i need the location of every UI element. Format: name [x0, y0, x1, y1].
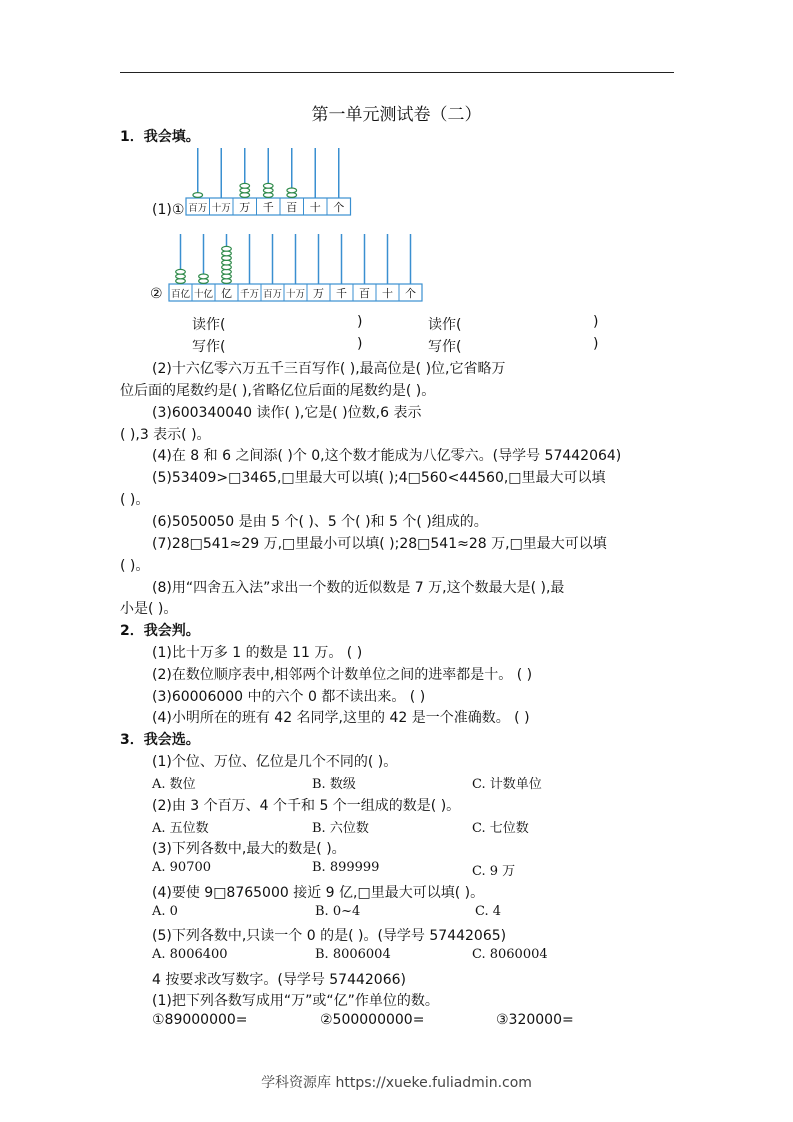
q3-3-option-c: C. 9 万: [472, 864, 516, 879]
q1-4-line: (4)在 8 和 6 之间添( )个 0,这个数才能成为八亿零六。(导学号 57442064): [152, 448, 622, 464]
read-open-1: 读作(: [192, 317, 226, 333]
q3-1-option-b: B. 数级: [312, 777, 356, 792]
q2-item-1: (1)比十万多 1 的数是 11 万。 ( ): [152, 645, 363, 661]
write-open-1: 写作(: [192, 339, 226, 355]
q2-item-4: (4)小明所在的班有 42 名同学,这里的 42 是一个准确数。 ( ): [152, 710, 530, 726]
q3-5-option-c: C. 8060004: [472, 947, 548, 962]
abacus-place-label: 千: [262, 201, 274, 214]
abacus-bead: [263, 183, 273, 188]
q3-2-question: (2)由 3 个百万、4 个千和 5 个一组成的数是( )。: [152, 798, 461, 814]
read-open-2: 读作(: [428, 317, 462, 333]
write-close-1: ): [357, 336, 363, 352]
abacus-place-label: 十万: [285, 289, 306, 300]
q3-4-option-a: A. 0: [152, 904, 178, 919]
q1-2-line-b: 位后面的尾数约是( ),省略亿位后面的尾数约是( )。: [120, 383, 436, 399]
abacus-place-label: 百万: [262, 289, 283, 300]
write-open-2: 写作(: [428, 339, 462, 355]
q4-1-question: (1)把下列各数写成用“万”或“亿”作单位的数。: [152, 993, 439, 1009]
abacus-place-label: 千万: [239, 289, 260, 300]
q1-3-line-a: (3)600340040 读作( ),它是( )位数,6 表示: [152, 405, 422, 421]
q3-2-option-b: B. 六位数: [312, 821, 369, 836]
q3-4-option-b: B. 0~4: [315, 904, 361, 919]
q1-5-line-b: ( )。: [120, 492, 150, 508]
abacus-bead: [199, 274, 209, 279]
abacus-2: [168, 232, 424, 304]
q3-2-option-a: A. 五位数: [152, 821, 209, 836]
abacus-place-label: 万: [313, 287, 324, 300]
q4-item-3: ③320000=: [496, 1012, 574, 1028]
abacus-place-label: 百: [359, 287, 370, 300]
q3-4-question: (4)要使 9□8765000 接近 9 亿,□里最大可以填( )。: [152, 885, 485, 901]
abacus-2-prefix: ②: [150, 286, 163, 302]
q1-5-line-a: (5)53409>□3465,□里最大可以填( );4□560<44560,□里最大可以填: [152, 470, 606, 486]
abacus-place-label: 十亿: [193, 289, 214, 300]
read-close-1: ): [357, 314, 363, 330]
abacus-place-label: 千: [336, 287, 347, 300]
section-1-heading: 1．我会填。: [120, 129, 200, 145]
q3-2-option-c: C. 七位数: [472, 821, 529, 836]
footer-watermark: 学科资源库 https://xueke.fuliadmin.com: [261, 1075, 532, 1091]
abacus-place-label: 百: [286, 201, 298, 214]
q1-8-line-b: 小是( )。: [120, 601, 178, 617]
q4-item-1: ①89000000=: [152, 1012, 248, 1028]
q1-7-line-b: ( )。: [120, 558, 150, 574]
read-close-2: ): [593, 314, 599, 330]
abacus-place-label: 亿: [221, 287, 232, 300]
abacus-bead: [193, 193, 203, 198]
q2-item-3: (3)60006000 中的六个 0 都不读出来。 ( ): [152, 689, 426, 705]
q3-3-question: (3)下列各数中,最大的数是( )。: [152, 841, 346, 857]
q3-1-option-c: C. 计数单位: [472, 777, 542, 792]
q1-8-line-a: (8)用“四舍五入法”求出一个数的近似数是 7 万,这个数最大是( ),最: [152, 580, 565, 596]
q1-6-line: (6)5050050 是由 5 个( )、5 个( )和 5 个( )组成的。: [152, 514, 488, 530]
top-rule: [120, 72, 674, 73]
abacus-bead: [176, 269, 186, 274]
abacus-place-label: 十万: [211, 203, 231, 214]
q3-1-option-a: A. 数位: [152, 777, 196, 792]
section-3-heading: 3．我会选。: [120, 732, 200, 748]
q3-1-question: (1)个位、万位、亿位是几个不同的( )。: [152, 754, 398, 770]
q3-5-option-a: A. 8006400: [152, 947, 228, 962]
abacus-bead: [287, 188, 297, 193]
abacus-1-prefix: (1)①: [152, 202, 185, 218]
q3-3-option-a: A. 90700: [152, 860, 212, 875]
abacus-place-label: 个: [405, 287, 416, 300]
q4-item-2: ②500000000=: [320, 1012, 425, 1028]
q3-4-option-c: C. 4: [475, 904, 502, 919]
abacus-place-label: 十: [309, 201, 321, 214]
q3-5-option-b: B. 8006004: [315, 947, 391, 962]
abacus-place-label: 百万: [188, 203, 208, 214]
abacus-bead: [222, 246, 232, 251]
q2-item-2: (2)在数位顺序表中,相邻两个计数单位之间的进率都是十。 ( ): [152, 667, 533, 683]
page-title: 第一单元测试卷（二）: [311, 105, 482, 125]
section-2-heading: 2．我会判。: [120, 623, 200, 639]
abacus-place-label: 十: [382, 287, 393, 300]
abacus-bead: [240, 183, 250, 188]
abacus-place-label: 万: [239, 201, 251, 214]
abacus-place-label: 个: [333, 201, 345, 214]
abacus-1: [185, 146, 355, 218]
q1-3-line-b: ( ),3 表示( )。: [120, 427, 211, 443]
q1-2-line-a: (2)十六亿零六万五千三百写作( ),最高位是( )位,它省略万: [152, 361, 506, 377]
q1-7-line-a: (7)28□541≈29 万,□里最小可以填( );28□541≈28 万,□里最大可以填: [152, 536, 607, 552]
q3-5-question: (5)下列各数中,只读一个 0 的是( )。(导学号 57442065): [152, 928, 507, 944]
abacus-place-label: 百亿: [170, 289, 191, 300]
section-4-heading: 4 按要求改写数字。(导学号 57442066): [152, 972, 406, 988]
q3-3-option-b: B. 899999: [312, 860, 380, 875]
write-close-2: ): [593, 336, 599, 352]
